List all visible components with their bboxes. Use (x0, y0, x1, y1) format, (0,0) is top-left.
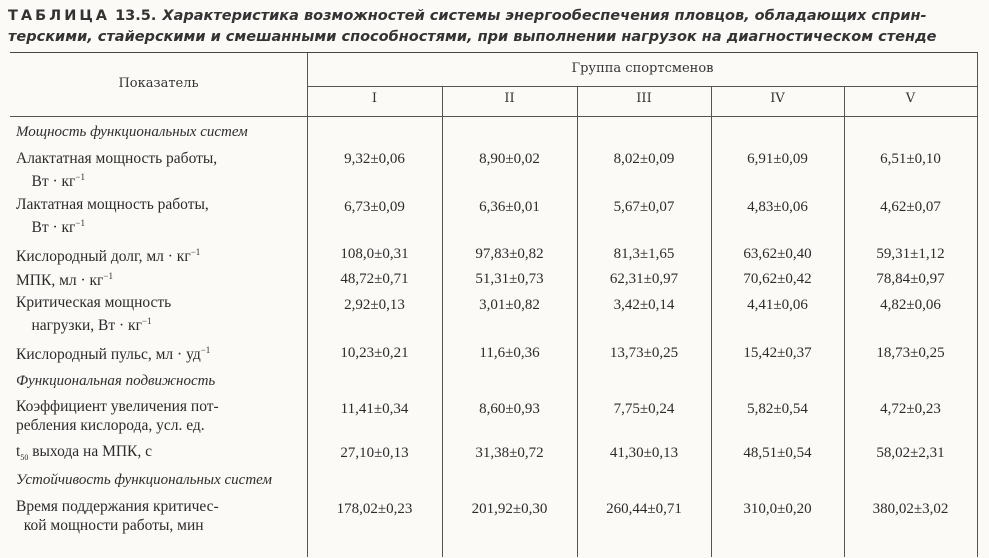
section-title: Устойчивость функциональных систем (16, 472, 273, 488)
row-label: Алактатная мощность работы, Вт · $кг^{-1}$ (16, 150, 218, 191)
table-cell: 4,72±0,23 (880, 401, 941, 417)
table-cell: 62,31±0,97 (609, 271, 679, 287)
table-caption (8, 6, 983, 48)
row-label: $t_{50}$ выхода на МПК, с (16, 443, 153, 463)
table-cell: 8,60±0,93 (479, 401, 540, 417)
section-title: Мощность функциональных систем (16, 124, 248, 140)
col-divider (977, 53, 978, 557)
caption-label: ТАБЛИЦА (8, 8, 111, 24)
row-label: Лактатная мощность работы, Вт · $кг^{-1}$ (16, 196, 209, 237)
row-label: Время поддержания критичес- кой мощности работы, мин (16, 498, 219, 534)
table-cell: 380,02±3,02 (872, 501, 949, 517)
table-cell: 201,92±0,30 (471, 501, 548, 517)
table-cell: 4,62±0,07 (880, 199, 941, 215)
table-cell: 78,84±0,97 (876, 271, 945, 287)
row-label: МПК, мл · $кг^{-1}$ (16, 271, 113, 290)
header-group-3: III (636, 91, 652, 106)
table-cell: 8,02±0,09 (613, 151, 675, 167)
table-cell: 70,62±0,42 (743, 271, 812, 287)
table-cell: 4,41±0,06 (747, 297, 808, 313)
table-cell: 11,6±0,36 (479, 345, 540, 361)
caption-number: 13.5. (115, 8, 157, 24)
table-cell: 97,83±0,82 (475, 246, 544, 262)
table-cell: 51,31±0,73 (475, 271, 544, 287)
table-cell: 108,0±0,31 (340, 246, 409, 262)
row-label: Кислородный долг, мл · $кг^{-1}$ (16, 247, 201, 266)
table-cell: 10,23±0,21 (340, 345, 409, 361)
caption-line-2: терскими, стайерскими и смешанными способностями, при выполнении нагрузок на диагностическом стенде (8, 29, 937, 45)
row-label: Критическая мощность нагрузки, Вт · $кг^{-1}$ (16, 294, 172, 335)
table-cell: 11,41±0,34 (340, 401, 409, 417)
table-cell: 5,82±0,54 (747, 401, 808, 417)
table-cell: 5,67±0,07 (613, 199, 675, 215)
table-cell: 15,42±0,37 (743, 345, 812, 361)
table-cell: 6,36±0,01 (479, 199, 540, 215)
table-cell: 4,82±0,06 (880, 297, 941, 313)
table-cell: 260,44±0,71 (606, 501, 682, 517)
table-cell: 7,75±0,24 (613, 401, 675, 417)
data-table (10, 52, 978, 557)
header-bottom-rule (10, 116, 978, 117)
table-cell: 6,91±0,09 (747, 151, 808, 167)
table-cell: 9,32±0,06 (344, 151, 405, 167)
table-cell: 3,42±0,14 (613, 297, 675, 313)
header-group-2: II (504, 91, 515, 106)
table-cell: 13,73±0,25 (609, 345, 679, 361)
header-group-1: I (371, 91, 378, 106)
table-cell: 178,02±0,23 (336, 501, 413, 517)
table-cell: 41,30±0,13 (609, 445, 679, 461)
row-label: Коэффициент увеличения пот- ребления кислорода, усл. ед. (16, 398, 219, 434)
header-indicator: Показатель (118, 76, 199, 91)
row-label: Кислородный пульс, мл · $уд^{-1}$ (16, 345, 211, 364)
table-cell: 31,38±0,72 (475, 445, 544, 461)
table-cell: 6,73±0,09 (344, 199, 405, 215)
header-group-4: IV (770, 91, 785, 106)
header-group: Группа спортсменов (571, 61, 714, 76)
table-cell: 6,51±0,10 (880, 151, 941, 167)
table-cell: 18,73±0,25 (876, 345, 945, 361)
table-cell: 27,10±0,13 (340, 445, 409, 461)
table-cell: 48,51±0,54 (743, 445, 812, 461)
table-cell: 4,83±0,06 (747, 199, 808, 215)
table-cell: 81,3±1,65 (613, 246, 675, 262)
caption-line-1: Характеристика возможностей системы энергообеспечения пловцов, обладающих сприн- (162, 8, 927, 24)
section-title: Функциональная подвижность (16, 373, 216, 389)
table-cell: 310,0±0,20 (743, 501, 812, 517)
table-cell: 8,90±0,02 (479, 151, 540, 167)
table-cell: 58,02±2,31 (876, 445, 945, 461)
table-cell: 59,31±1,12 (876, 246, 945, 262)
table-cell: 3,01±0,82 (479, 297, 540, 313)
table-cell: 63,62±0,40 (743, 246, 812, 262)
header-group-5: V (905, 91, 916, 106)
header-divider (307, 86, 978, 87)
table-cell: 2,92±0,13 (344, 297, 405, 313)
table-cell: 48,72±0,71 (340, 271, 409, 287)
